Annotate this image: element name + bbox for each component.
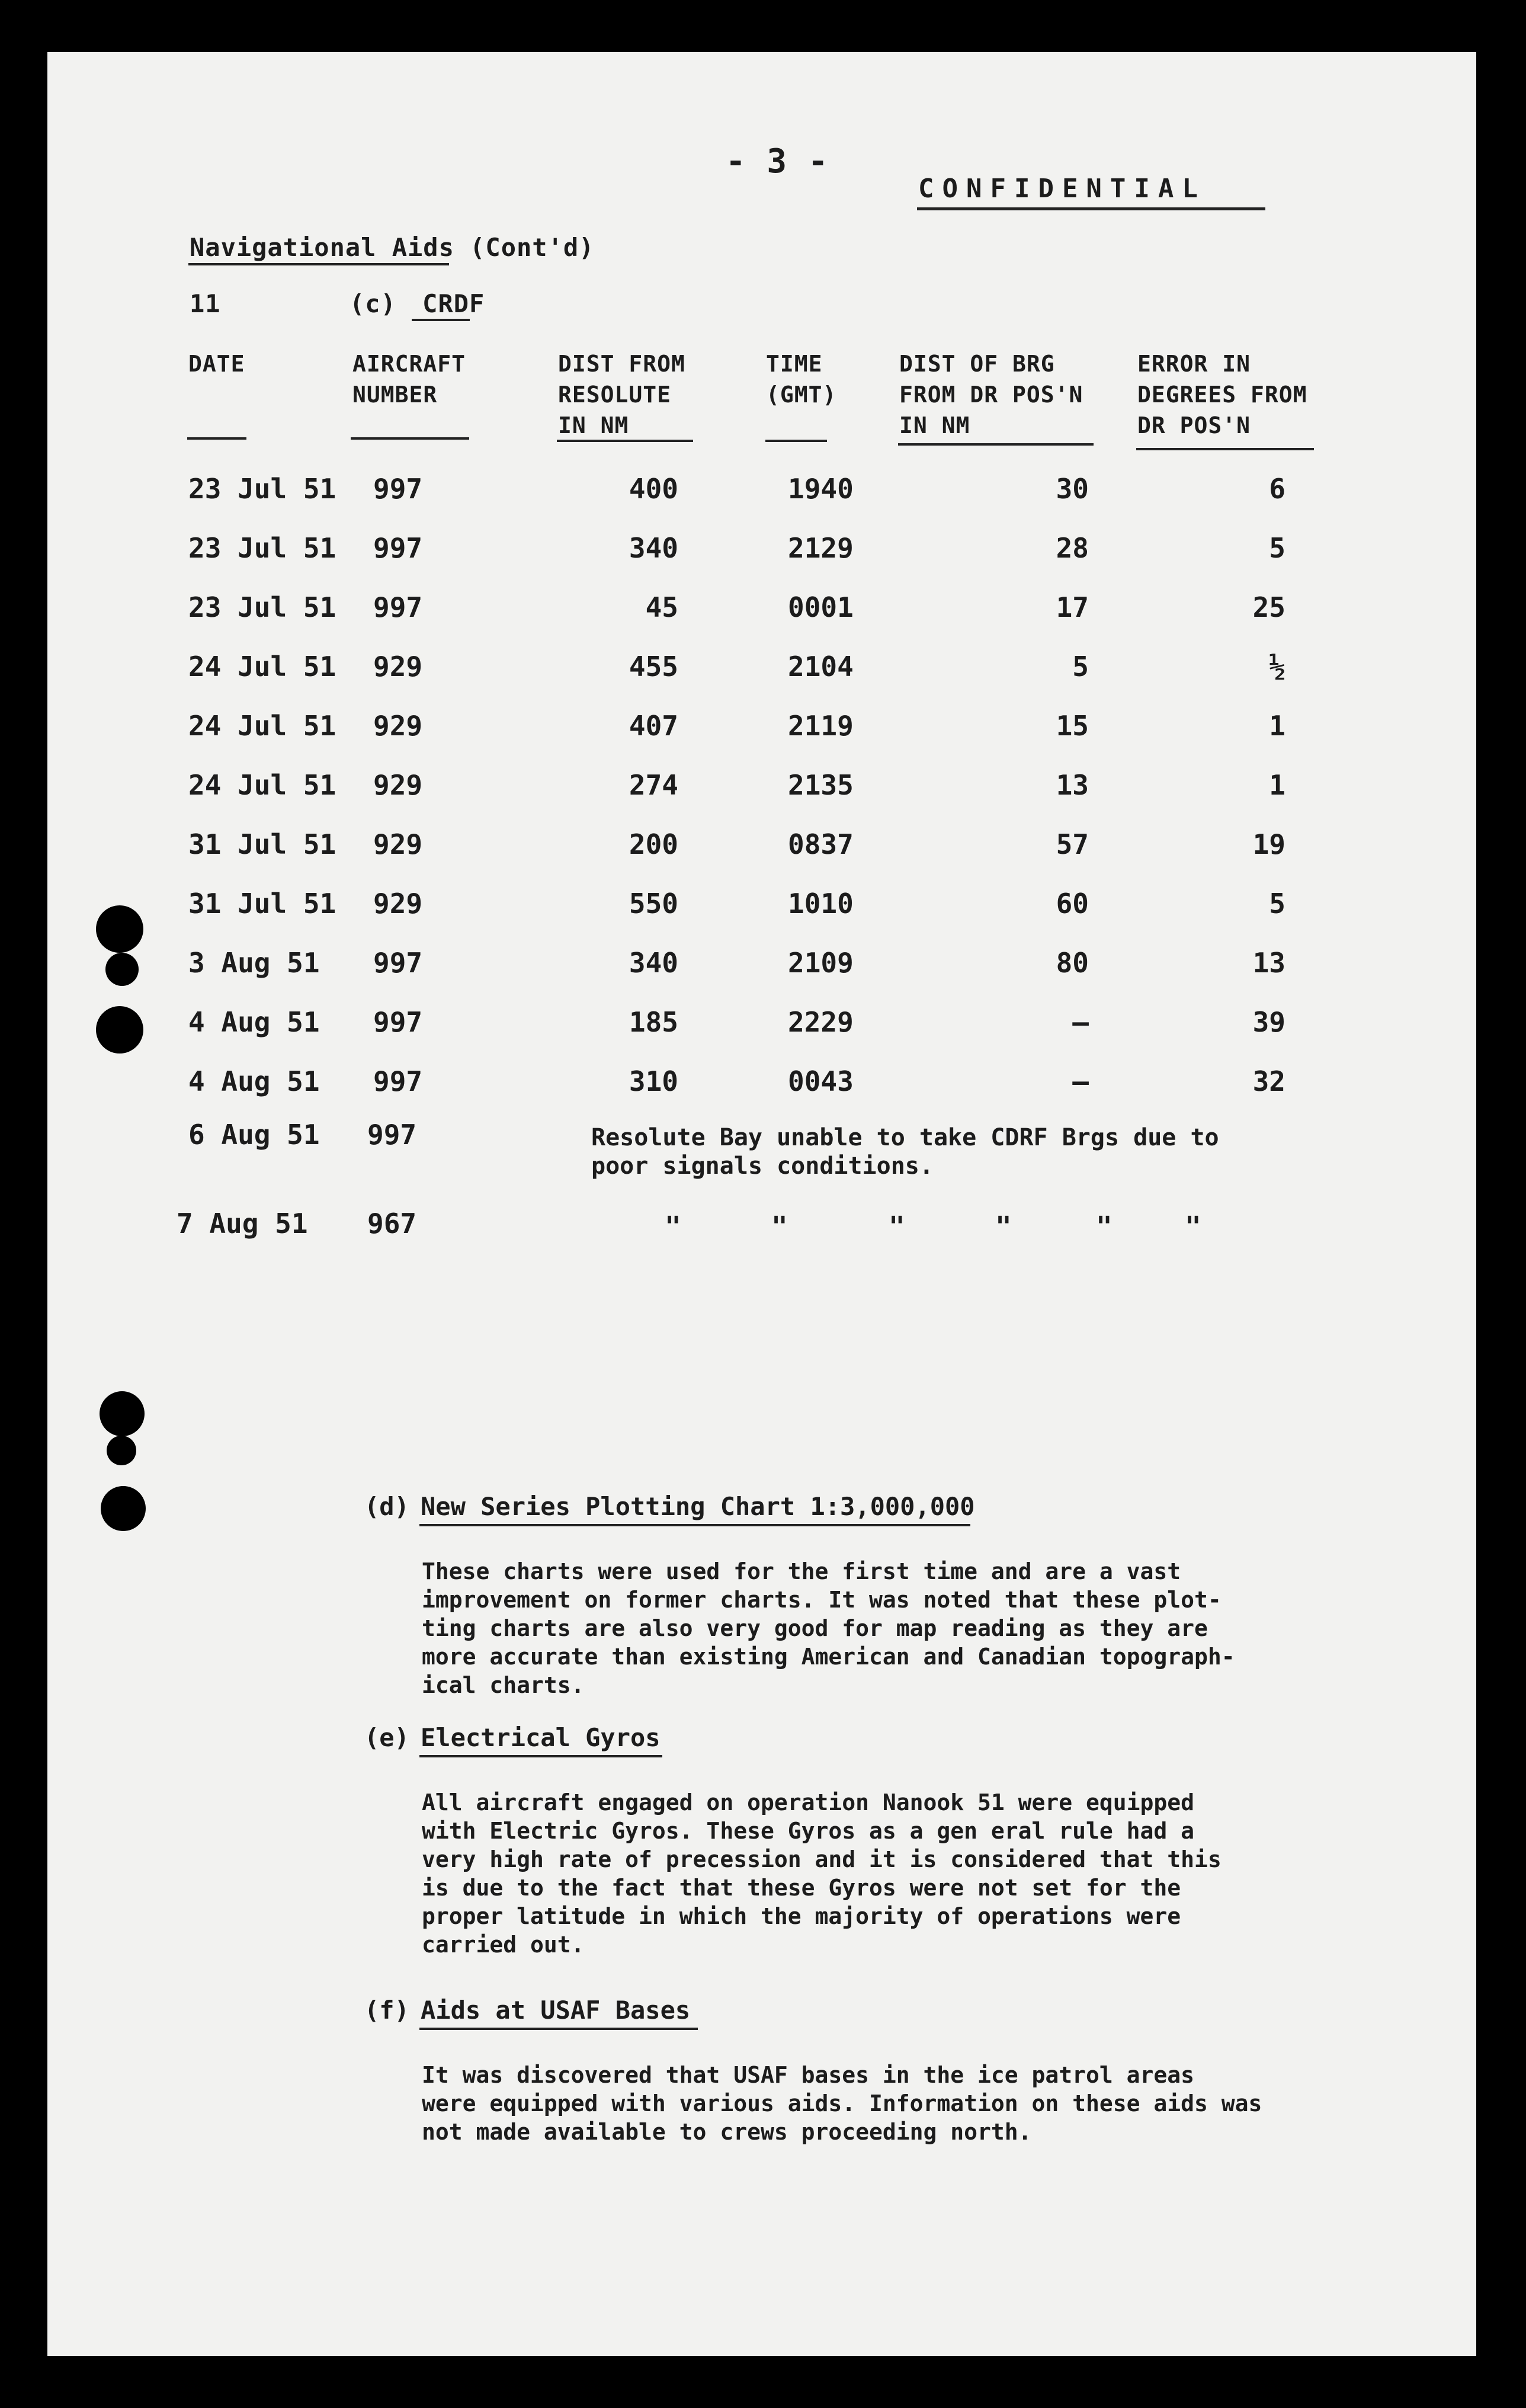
table-cell-dist-brg: 30 <box>1056 473 1089 505</box>
punch-hole <box>96 905 143 953</box>
table-cell-dist-resolute: 340 <box>629 532 678 564</box>
table-cell-dist-resolute: 340 <box>629 947 678 979</box>
section-title: Navigational Aids (Cont'd) <box>190 233 595 262</box>
table-cell-date: 3 Aug 51 <box>188 947 320 979</box>
col-rule-time <box>765 440 827 442</box>
paragraph-label: (f) <box>364 1996 409 2025</box>
ditto-mark: " <box>771 1211 788 1243</box>
col-header-aircraft: AIRCRAFT NUMBER <box>352 351 466 408</box>
col-header-date: DATE <box>188 351 245 377</box>
table-cell-dist-resolute: 407 <box>629 710 678 742</box>
paragraph-line: more accurate than existing American and Canadian topograph- <box>422 1644 1235 1670</box>
table-cell-dist-brg: 28 <box>1056 532 1089 564</box>
col-header-dist-brg: DIST OF BRG FROM DR POS'N IN NM <box>899 351 1083 438</box>
paragraph-line: very high rate of precession and it is considered that this <box>422 1846 1222 1872</box>
table-cell-time: 2104 <box>788 651 854 683</box>
table-cell-dist-resolute: 400 <box>629 473 678 505</box>
subsection-label <box>350 289 485 318</box>
paragraph-body <box>422 1557 1235 1699</box>
paragraph-line: improvement on former charts. It was noted that these plot- <box>422 1587 1222 1613</box>
table-cell-aircraft: 929 <box>373 710 423 742</box>
table-cell-date: 4 Aug 51 <box>188 1006 320 1038</box>
paragraph-title: New Series Plotting Chart 1:3,000,000 <box>421 1492 975 1521</box>
table-cell-aircraft: 929 <box>373 828 423 860</box>
table-note: Resolute Bay unable to take CDRF Brgs due to poor signals conditions. <box>591 1124 1219 1180</box>
table-cell-error: 39 <box>1252 1006 1285 1038</box>
paragraph-line: All aircraft engaged on operation Nanook 51 were equipped <box>422 1789 1195 1815</box>
table-cell-aircraft: 997 <box>373 532 423 564</box>
table-cell-dist-brg: 57 <box>1056 828 1089 860</box>
table-cell-error: 19 <box>1252 828 1285 860</box>
table-cell-aircraft: 997 <box>373 947 423 979</box>
paragraph-line: carried out. <box>422 1932 585 1958</box>
paragraph-body <box>422 2061 1262 2146</box>
ditto-mark: " <box>1185 1211 1201 1243</box>
table-cell-aircraft: 997 <box>373 1065 423 1097</box>
table-cell-dist-resolute: 550 <box>629 888 678 920</box>
ditto-mark: " <box>1096 1211 1113 1243</box>
table-cell-error: 25 <box>1252 591 1285 623</box>
ditto-mark: " <box>995 1211 1012 1243</box>
table-cell-dist-resolute: 310 <box>629 1065 678 1097</box>
subsection-title: CRDF <box>422 289 485 318</box>
col-rule-date <box>187 437 246 440</box>
table-cell-date: 23 Jul 51 <box>188 473 336 505</box>
table-cell-date: 7 Aug 51 <box>177 1208 308 1240</box>
table-cell-time: 1940 <box>788 473 854 505</box>
item-number: 11 <box>190 289 221 318</box>
table-cell-time: 2135 <box>788 769 854 801</box>
paragraph-label: (e) <box>364 1723 409 1752</box>
table-cell-date: 23 Jul 51 <box>188 591 336 623</box>
table-cell-error: 1 <box>1269 710 1285 742</box>
paragraph-body <box>422 1788 1222 1959</box>
table-cell-time: 0837 <box>788 828 854 860</box>
table-cell-time: 2109 <box>788 947 854 979</box>
table-cell-date: 31 Jul 51 <box>188 828 336 860</box>
paragraph-title-underline <box>419 1755 662 1757</box>
paragraph-title-underline <box>419 1524 970 1526</box>
col-rule-error <box>1136 448 1314 450</box>
table-cell-time: 0043 <box>788 1065 854 1097</box>
table-cell-dist-brg: — <box>1072 1065 1089 1097</box>
paragraph-title: Electrical Gyros <box>421 1723 661 1752</box>
col-header-dist-resolute: DIST FROM RESOLUTE IN NM <box>558 351 685 438</box>
paragraph-label: (d) <box>364 1492 409 1521</box>
paragraph-line: ting charts are also very good for map reading as they are <box>422 1615 1208 1641</box>
table-cell-time: 0001 <box>788 591 854 623</box>
page-number: - 3 - <box>726 142 829 181</box>
table-cell-date: 24 Jul 51 <box>188 651 336 683</box>
table-cell-dist-brg: 5 <box>1072 651 1089 683</box>
table-cell-error: 13 <box>1252 947 1285 979</box>
ditto-mark: " <box>665 1211 681 1243</box>
table-cell-dist-resolute: 455 <box>629 651 678 683</box>
table-cell-aircraft: 997 <box>367 1119 417 1151</box>
table-cell-dist-brg: 60 <box>1056 888 1089 920</box>
table-cell-time: 2129 <box>788 532 854 564</box>
document-page <box>47 52 1476 2356</box>
paragraph-line: proper latitude in which the majority of operations were <box>422 1903 1181 1929</box>
table-cell-time: 2229 <box>788 1006 854 1038</box>
subsection-underline <box>412 319 470 321</box>
punch-hole <box>105 953 139 986</box>
paragraph-line: is due to the fact that these Gyros were not set for the <box>422 1875 1181 1901</box>
paragraph-line: not made available to crews proceeding north. <box>422 2119 1032 2145</box>
table-cell-error: 5 <box>1269 888 1285 920</box>
col-rule-aircraft <box>351 437 469 440</box>
col-rule-dist-brg <box>898 443 1094 446</box>
table-cell-aircraft: 997 <box>373 473 423 505</box>
table-cell-error: 6 <box>1269 473 1285 505</box>
paragraph-line: These charts were used for the first time and are a vast <box>422 1558 1181 1584</box>
table-cell-error: 5 <box>1269 532 1285 564</box>
table-cell-dist-brg: 17 <box>1056 591 1089 623</box>
col-header-time: TIME (GMT) <box>766 351 837 408</box>
section-title-underline <box>188 263 449 265</box>
paragraph-title: Aids at USAF Bases <box>421 1996 691 2025</box>
punch-hole <box>107 1436 136 1465</box>
paragraph-line: ical charts. <box>422 1672 585 1698</box>
table-cell-error: 32 <box>1252 1065 1285 1097</box>
table-cell-error: ½ <box>1269 651 1285 683</box>
table-cell-date: 24 Jul 51 <box>188 769 336 801</box>
table-cell-aircraft: 929 <box>373 651 423 683</box>
table-cell-date: 24 Jul 51 <box>188 710 336 742</box>
table-cell-dist-resolute: 185 <box>629 1006 678 1038</box>
subsection-letter: (c) <box>350 289 396 318</box>
classification-marking: CONFIDENTIAL <box>918 174 1206 204</box>
table-cell-aircraft: 929 <box>373 769 423 801</box>
table-cell-date: 6 Aug 51 <box>188 1119 320 1151</box>
table-cell-time: 2119 <box>788 710 854 742</box>
table-cell-dist-brg: 80 <box>1056 947 1089 979</box>
table-cell-aircraft: 967 <box>367 1208 417 1240</box>
table-cell-dist-brg: 15 <box>1056 710 1089 742</box>
paragraph-title-underline <box>419 2028 698 2030</box>
table-cell-dist-brg: — <box>1072 1006 1089 1038</box>
punch-hole <box>101 1486 146 1531</box>
table-cell-error: 1 <box>1269 769 1285 801</box>
table-cell-date: 4 Aug 51 <box>188 1065 320 1097</box>
punch-hole <box>100 1391 145 1436</box>
table-cell-dist-resolute: 200 <box>629 828 678 860</box>
table-cell-date: 23 Jul 51 <box>188 532 336 564</box>
table-cell-dist-resolute: 274 <box>629 769 678 801</box>
table-cell-dist-brg: 13 <box>1056 769 1089 801</box>
paragraph-line: with Electric Gyros. These Gyros as a gen eral rule had a <box>422 1818 1195 1844</box>
table-cell-time: 1010 <box>788 888 854 920</box>
col-rule-dist-resolute <box>557 440 693 442</box>
table-cell-dist-resolute: 45 <box>645 591 678 623</box>
table-cell-aircraft: 997 <box>373 1006 423 1038</box>
table-cell-aircraft: 929 <box>373 888 423 920</box>
col-header-error: ERROR IN DEGREES FROM DR POS'N <box>1137 351 1307 438</box>
table-cell-date: 31 Jul 51 <box>188 888 336 920</box>
ditto-mark: " <box>889 1211 905 1243</box>
paragraph-line: were equipped with various aids. Information on these aids was <box>422 2090 1262 2116</box>
paragraph-line: It was discovered that USAF bases in the ice patrol areas <box>422 2062 1195 2088</box>
punch-hole <box>96 1006 143 1054</box>
table-cell-aircraft: 997 <box>373 591 423 623</box>
classification-underline <box>917 207 1265 210</box>
